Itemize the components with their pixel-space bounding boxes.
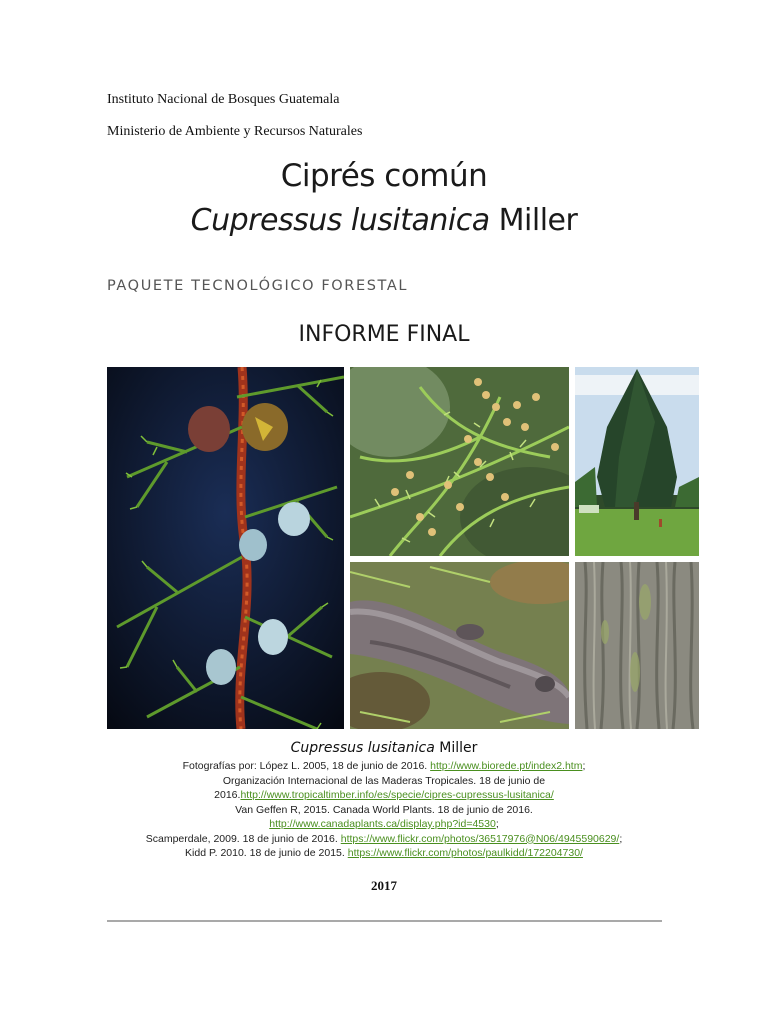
photo-caption [100, 740, 668, 861]
credit-line [100, 832, 668, 847]
credit-line [100, 846, 668, 861]
credit-link-biorede[interactable]: http://www.biorede.pt/index2.htm [430, 760, 583, 772]
credit-punct: ; [582, 760, 586, 772]
credit-link-canadaplants[interactable]: http://www.canadaplants.ca/display.php?id=4530 [269, 818, 496, 830]
bottom-divider [107, 920, 662, 922]
caption-species-italic: Cupressus lusitanica [290, 740, 435, 756]
credit-text: 2016. [214, 789, 241, 801]
package-label: PAQUETE TECNOLÓGICO FORESTAL [107, 278, 409, 294]
ministry-name: Ministerio de Ambiente y Recursos Naturales [107, 124, 363, 139]
credit-line [100, 788, 668, 803]
institution-name: Instituto Nacional de Bosques Guatemala [107, 92, 340, 107]
photo-cones [107, 367, 344, 729]
photo-foliage-with-cones [350, 367, 569, 556]
credit-text: Van Geffen R, 2015. Canada World Plants. 18 de junio de 2016. [235, 803, 533, 816]
credit-punct: ; [495, 818, 499, 830]
credit-punct: ; [619, 832, 623, 845]
credit-text: Kidd P. 2010. 18 de junio de 2015. [185, 847, 348, 859]
report-label: INFORME FINAL [298, 322, 470, 347]
credit-link-flickr-scamperdale[interactable]: https://www.flickr.com/photos/36517976@N06/4945590629/ [340, 832, 620, 845]
credit-text: Fotografías por: López L. 2005, 18 de junio de 2016. [182, 760, 431, 772]
credit-link-flickr-paulkidd[interactable]: https://www.flickr.com/photos/paulkidd/172204730/ [347, 847, 583, 859]
scientific-author: Miller [498, 203, 578, 238]
credit-line [100, 774, 668, 789]
credit-text: Scamperdale, 2009. 18 de junio de 2016. [145, 832, 341, 845]
credit-link-tropicaltimber[interactable]: http://www.tropicaltimber.info/es/specie/cipres-cupressus-lusitanica/ [240, 789, 554, 801]
photo-trunk-bark-texture [575, 562, 699, 729]
credit-text: Organización Internacional de las Maderas Tropicales. 18 de junio de [222, 774, 546, 787]
credit-line [100, 759, 668, 774]
credit-line [100, 817, 668, 832]
credit-line [100, 803, 668, 818]
photo-branch-bark [350, 562, 569, 729]
common-name-title: Ciprés común [280, 158, 488, 194]
scientific-name-title [0, 203, 768, 238]
caption-species [100, 740, 668, 756]
caption-author: Miller [439, 740, 478, 756]
photo-cypress-tree [575, 367, 699, 556]
publication-year: 2017 [371, 878, 397, 893]
scientific-name-italic: Cupressus lusitanica [190, 203, 490, 238]
